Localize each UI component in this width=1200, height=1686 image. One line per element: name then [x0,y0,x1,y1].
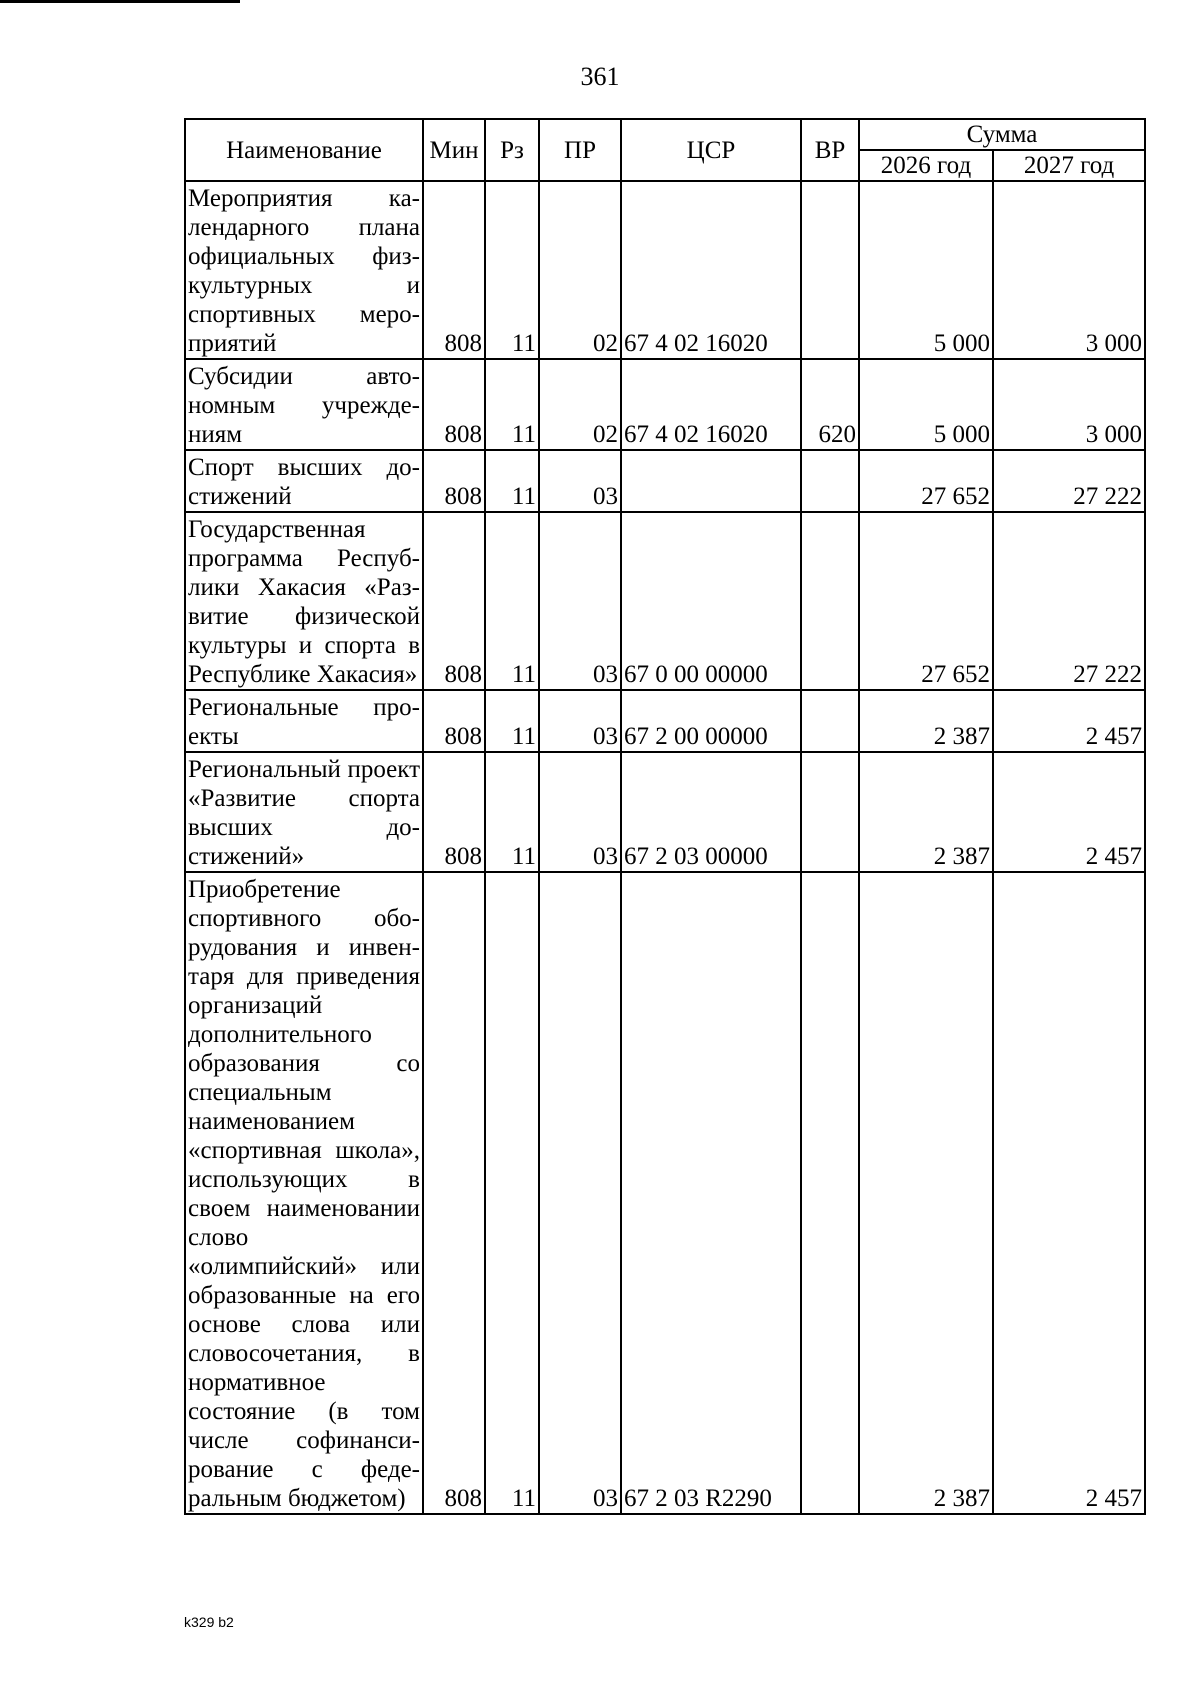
cell-sum-2027: 2 457 [993,872,1145,1514]
cell-rz: 11 [485,872,539,1514]
cell-csr: 67 4 02 16020 [621,181,801,359]
cell-vr [801,512,859,690]
cell-rz: 11 [485,181,539,359]
table-row [185,872,1145,1514]
cell-name: Субсидии автономным учреждениям [185,359,423,450]
cell-sum-2026: 2 387 [859,752,993,872]
cell-pr: 03 [539,450,621,512]
cell-min: 808 [423,752,485,872]
cell-vr [801,450,859,512]
cell-sum-2027: 3 000 [993,359,1145,450]
cell-pr: 03 [539,690,621,752]
cell-vr [801,872,859,1514]
cell-csr: 67 2 03 00000 [621,752,801,872]
cell-pr: 02 [539,181,621,359]
cell-sum-2026: 27 652 [859,512,993,690]
cell-vr: 620 [801,359,859,450]
table-row [185,181,1145,359]
table-row [185,359,1145,450]
table-row [185,512,1145,690]
cell-name: Региональный проект «Развитие спорта высших достижений» [185,752,423,872]
cell-sum-2026: 5 000 [859,181,993,359]
table-body [185,181,1145,1514]
page-number: 361 [580,62,620,91]
header-rz: Рз [485,119,539,181]
cell-csr: 67 2 00 00000 [621,690,801,752]
cell-csr: 67 2 03 R2290 [621,872,801,1514]
cell-pr: 03 [539,752,621,872]
cell-csr: 67 4 02 16020 [621,359,801,450]
header-year-2027: 2027 год [993,150,1145,181]
cell-min: 808 [423,872,485,1514]
header-name: Наименование [185,119,423,181]
budget-table [184,118,1146,1515]
scan-corner-line [0,0,240,3]
cell-min: 808 [423,512,485,690]
footer-code: k329 b2 [184,1614,234,1630]
cell-name: Государственная программа Республики Хакасия «Развитие физической культуры и спорта в Республике Хакасия» [185,512,423,690]
cell-pr: 02 [539,359,621,450]
cell-sum-2027: 2 457 [993,690,1145,752]
cell-sum-2026: 2 387 [859,872,993,1514]
cell-rz: 11 [485,450,539,512]
cell-sum-2026: 2 387 [859,690,993,752]
cell-rz: 11 [485,359,539,450]
cell-name: Спорт высших достижений [185,450,423,512]
header-pr: ПР [539,119,621,181]
cell-min: 808 [423,359,485,450]
header-sum: Сумма [859,119,1145,150]
header-csr: ЦСР [621,119,801,181]
cell-sum-2027: 27 222 [993,512,1145,690]
cell-name: Региональные проекты [185,690,423,752]
header-min: Мин [423,119,485,181]
cell-vr [801,752,859,872]
cell-rz: 11 [485,690,539,752]
cell-csr: 67 0 00 00000 [621,512,801,690]
cell-min: 808 [423,450,485,512]
cell-min: 808 [423,690,485,752]
cell-pr: 03 [539,872,621,1514]
cell-pr: 03 [539,512,621,690]
table-row [185,752,1145,872]
cell-vr [801,181,859,359]
budget-table-container [184,118,1144,1515]
cell-sum-2026: 27 652 [859,450,993,512]
cell-sum-2026: 5 000 [859,359,993,450]
cell-name: Мероприятия календарного плана официальных физкультурных и спортивных мероприятий [185,181,423,359]
table-row [185,450,1145,512]
cell-rz: 11 [485,752,539,872]
cell-name: Приобретение спортивного оборудования и инвентаря для приведения организаций дополнительного образования со специальным наименованием «спортивная школа», использующих в своем наименовании слово «олимпийский» или образованные на его основе слова или словосочетания, в нормативное состояние (в том числе софинансирование с федеральным бюджетом) [185,872,423,1514]
header-row [185,119,1145,150]
table-row [185,690,1145,752]
cell-rz: 11 [485,512,539,690]
header-vr: ВР [801,119,859,181]
cell-vr [801,690,859,752]
cell-min: 808 [423,181,485,359]
cell-csr [621,450,801,512]
header-year-2026: 2026 год [859,150,993,181]
cell-sum-2027: 3 000 [993,181,1145,359]
cell-sum-2027: 27 222 [993,450,1145,512]
cell-sum-2027: 2 457 [993,752,1145,872]
